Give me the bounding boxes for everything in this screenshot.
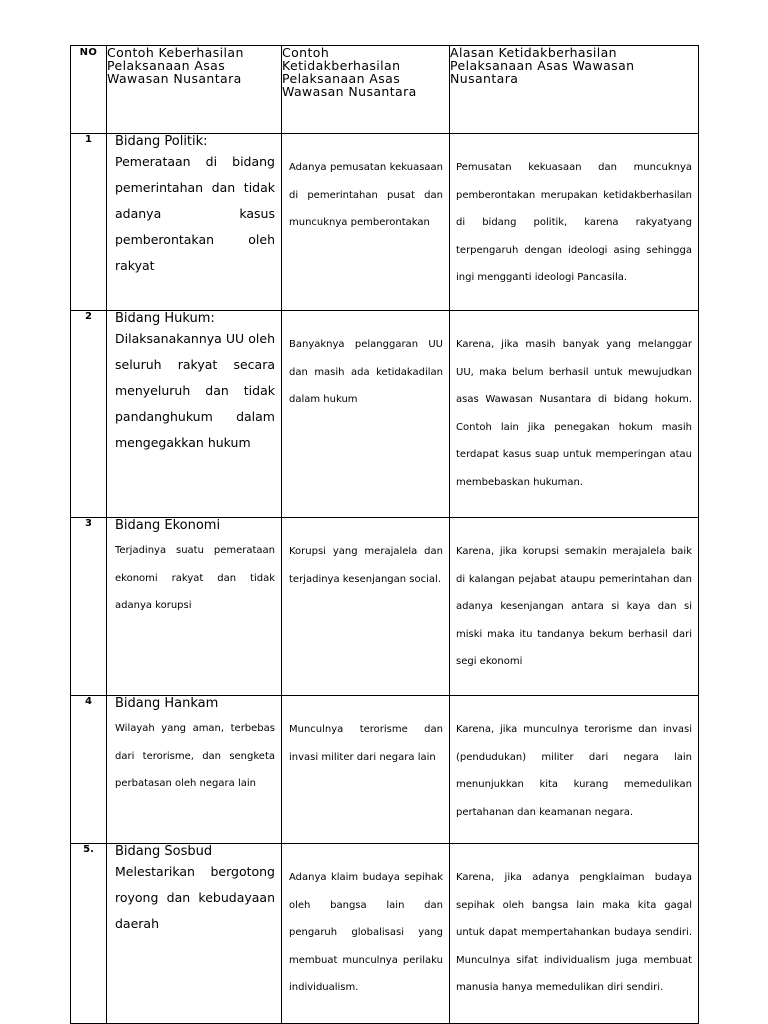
success-text: Terjadinya suatu pemerataan ekonomi rakyat dan tidak adanya korupsi [115,545,275,611]
header-reason [450,46,699,134]
success-cell [107,518,282,696]
failure-cell [282,518,450,696]
field-label: Bidang Politik: [115,134,208,149]
failure-cell [282,311,450,518]
header-no: NO [71,46,107,134]
field-label: Bidang Hankam [115,696,219,711]
comparison-table [70,45,699,1024]
field-label: Bidang Ekonomi [115,518,221,533]
reason-cell [450,696,699,844]
success-cell [107,311,282,518]
reason-cell [450,134,699,311]
row-number: 1 [71,134,107,311]
failure-text: Adanya pemusatan kekuasaan di pemerintahan pusat dan muncuknya pemberontakan [289,162,443,228]
table-row [71,518,699,696]
field-label: Bidang Hukum: [115,311,215,326]
table-header-row [71,46,699,134]
failure-text: Munculnya terorisme dan invasi militer dari negara lain [289,724,443,763]
reason-text: Karena, jika adanya pengklaiman budaya sepihak oleh bangsa lain maka kita gagal untuk dapat mempertahankan budaya sendiri. Munculnya sifat individualism juga membuat manusia hanya memedulikan diri sendiri. [456,872,692,993]
success-cell [107,134,282,311]
failure-cell [282,844,450,1024]
header-success-text: Contoh Keberhasilan Pelaksanaan Asas Wawasan Nusantara [107,45,244,86]
success-text: Melestarikan bergotong royong dan kebudayaan daerah [115,864,275,931]
row-number: 4 [71,696,107,844]
header-reason-text: Alasan Ketidakberhasilan Pelaksanaan Asas Wawasan Nusantara [450,45,635,86]
failure-text: Banyaknya pelanggaran UU dan masih ada ketidakadilan dalam hukum [289,339,443,405]
reason-text: Karena, jika korupsi semakin merajalela baik di kalangan pejabat ataupu pemerintahan dan adanya kesenjangan antara si kaya dan si miski maka itu tandanya bekum berhasil dari segi ekonomi [456,546,692,667]
success-cell [107,696,282,844]
reason-text: Karena, jika masih banyak yang melanggar UU, maka belum berhasil untuk mewujudkan asas Wawasan Nusantara di bidang hokum. Contoh lain jika penegakan hokum masih terdapat kasus suap untuk memperingan atau membebaskan hukuman. [456,339,692,488]
failure-text: Korupsi yang merajalela dan terjadinya kesenjangan social. [289,546,443,585]
success-text: Wilayah yang aman, terbebas dari terorisme, dan sengketa perbatasan oleh negara lain [115,723,275,789]
table-row [71,696,699,844]
header-success [107,46,282,134]
success-cell [107,844,282,1024]
reason-cell [450,311,699,518]
reason-cell [450,518,699,696]
failure-cell [282,696,450,844]
row-number: 5. [71,844,107,1024]
failure-text: Adanya klaim budaya sepihak oleh bangsa lain dan pengaruh globalisasi yang membuat munculnya perilaku individualism. [289,872,443,993]
header-failure-text: Contoh Ketidakberhasilan Pelaksanaan Asas Wawasan Nusantara [282,45,417,99]
table-row [71,844,699,1024]
field-label: Bidang Sosbud [115,844,213,859]
row-number: 2 [71,311,107,518]
reason-text: Karena, jika munculnya terorisme dan invasi (pendudukan) militer dari negara lain menunjukkan kita kurang memedulikan pertahanan dan keamanan negara. [456,724,692,818]
table-row [71,311,699,518]
success-text: Dilaksanakannya UU oleh seluruh rakyat secara menyeluruh dan tidak pandanghukum dalam mengegakkan hukum [115,331,275,450]
row-number: 3 [71,518,107,696]
reason-cell [450,844,699,1024]
header-failure [282,46,450,134]
failure-cell [282,134,450,311]
table-row [71,134,699,311]
success-text: Pemerataan di bidang pemerintahan dan tidak adanya kasus pemberontakan oleh rakyat [115,154,275,273]
reason-text: Pemusatan kekuasaan dan muncuknya pemberontakan merupakan ketidakberhasilan di bidang politik, karena rakyatyang terpengaruh dengan ideologi asing sehingga ingi mengganti ideologi Pancasila. [456,162,692,283]
